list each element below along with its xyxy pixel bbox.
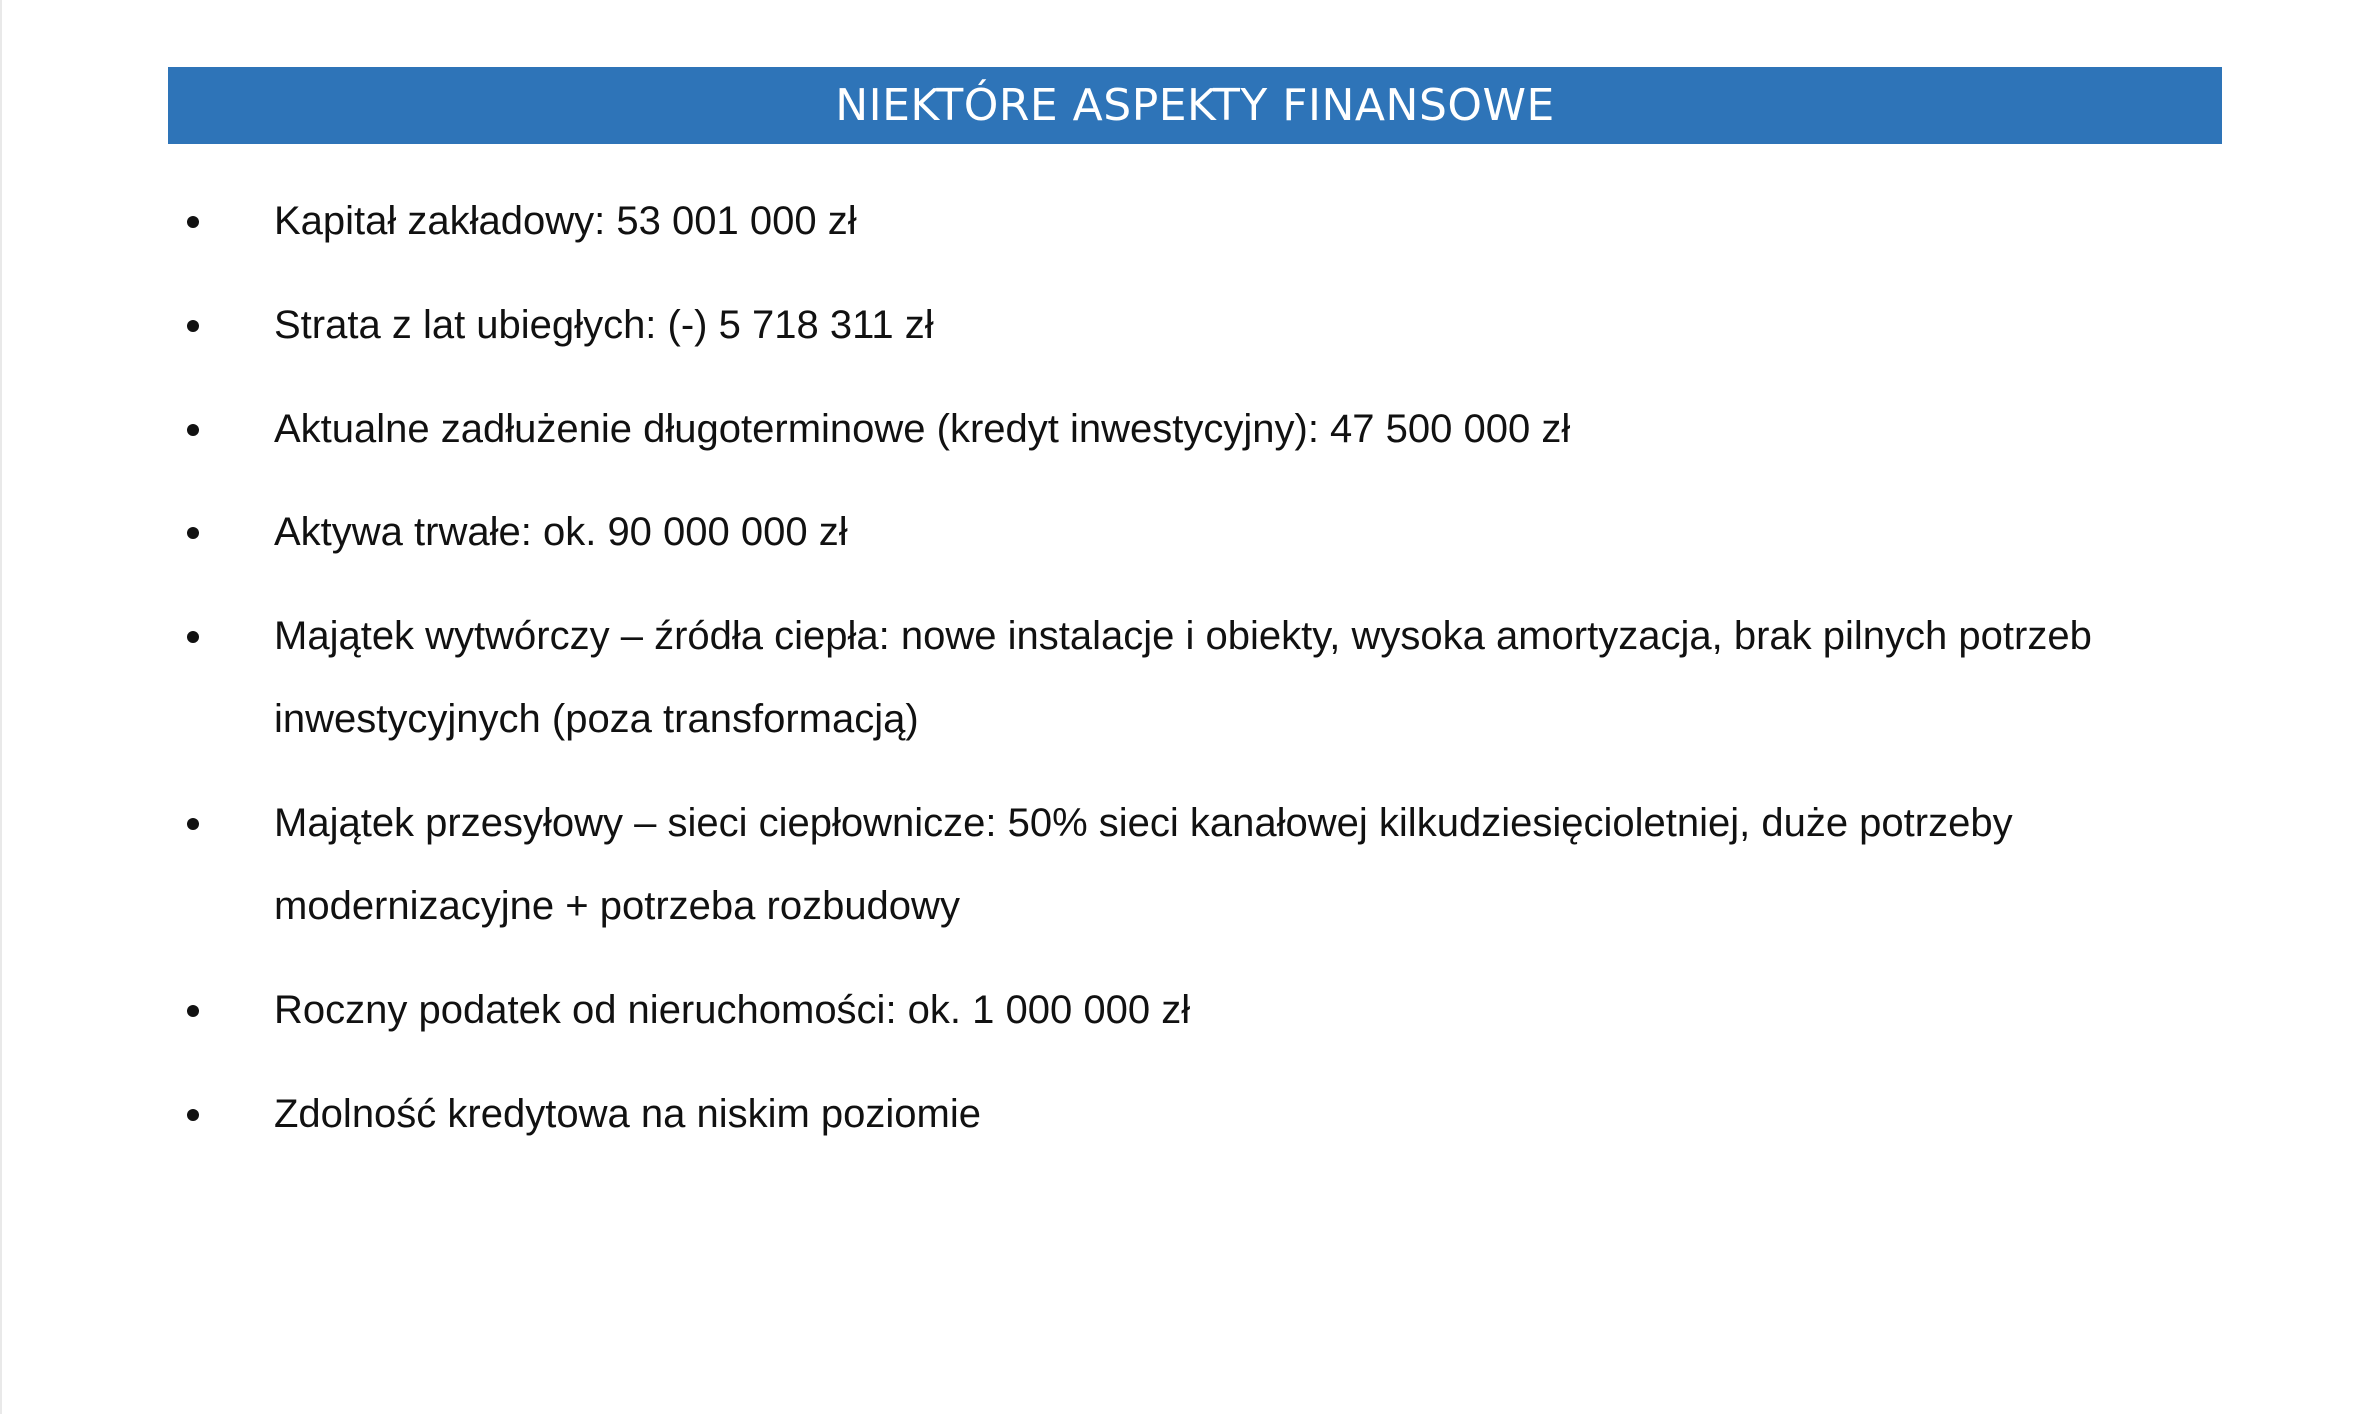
bullet-dot-icon	[187, 424, 199, 436]
bullet-dot-icon	[187, 818, 199, 830]
bullet-text: Aktywa trwałe: ok. 90 000 000 zł	[274, 510, 848, 554]
bullet-text: Majątek przesyłowy – sieci ciepłownicze: 50% sieci kanałowej kilkudziesięcioletniej, duże potrzeby modernizacyjne + potrzeba rozbudowy	[274, 801, 2013, 928]
bullet-dot-icon	[187, 1109, 199, 1121]
bullet-text: Roczny podatek od nieruchomości: ok. 1 000 000 zł	[274, 988, 1191, 1032]
bullet-text: Strata z lat ubiegłych: (-) 5 718 311 zł	[274, 303, 934, 347]
bullet-dot-icon	[187, 527, 199, 539]
bullet-dot-icon	[187, 216, 199, 228]
bullet-text: Majątek wytwórczy – źródła ciepła: nowe instalacje i obiekty, wysoka amortyzacja, brak pilnych potrzeb inwestycyjnych (poza transformacją)	[274, 614, 2092, 741]
bullet-text: Kapitał zakładowy: 53 001 000 zł	[274, 199, 857, 243]
bullet-list	[2, 0, 2354, 1414]
bullet-dot-icon	[187, 1005, 199, 1017]
bullet-text: Aktualne zadłużenie długoterminowe (kredyt inwestycyjny): 47 500 000 zł	[274, 407, 1571, 451]
bullet-dot-icon	[187, 320, 199, 332]
bullet-text: Zdolność kredytowa na niskim poziomie	[274, 1092, 981, 1136]
bullet-dot-icon	[187, 631, 199, 643]
slide-title: NIEKTÓRE ASPEKTY FINANSOWE	[168, 67, 2222, 144]
